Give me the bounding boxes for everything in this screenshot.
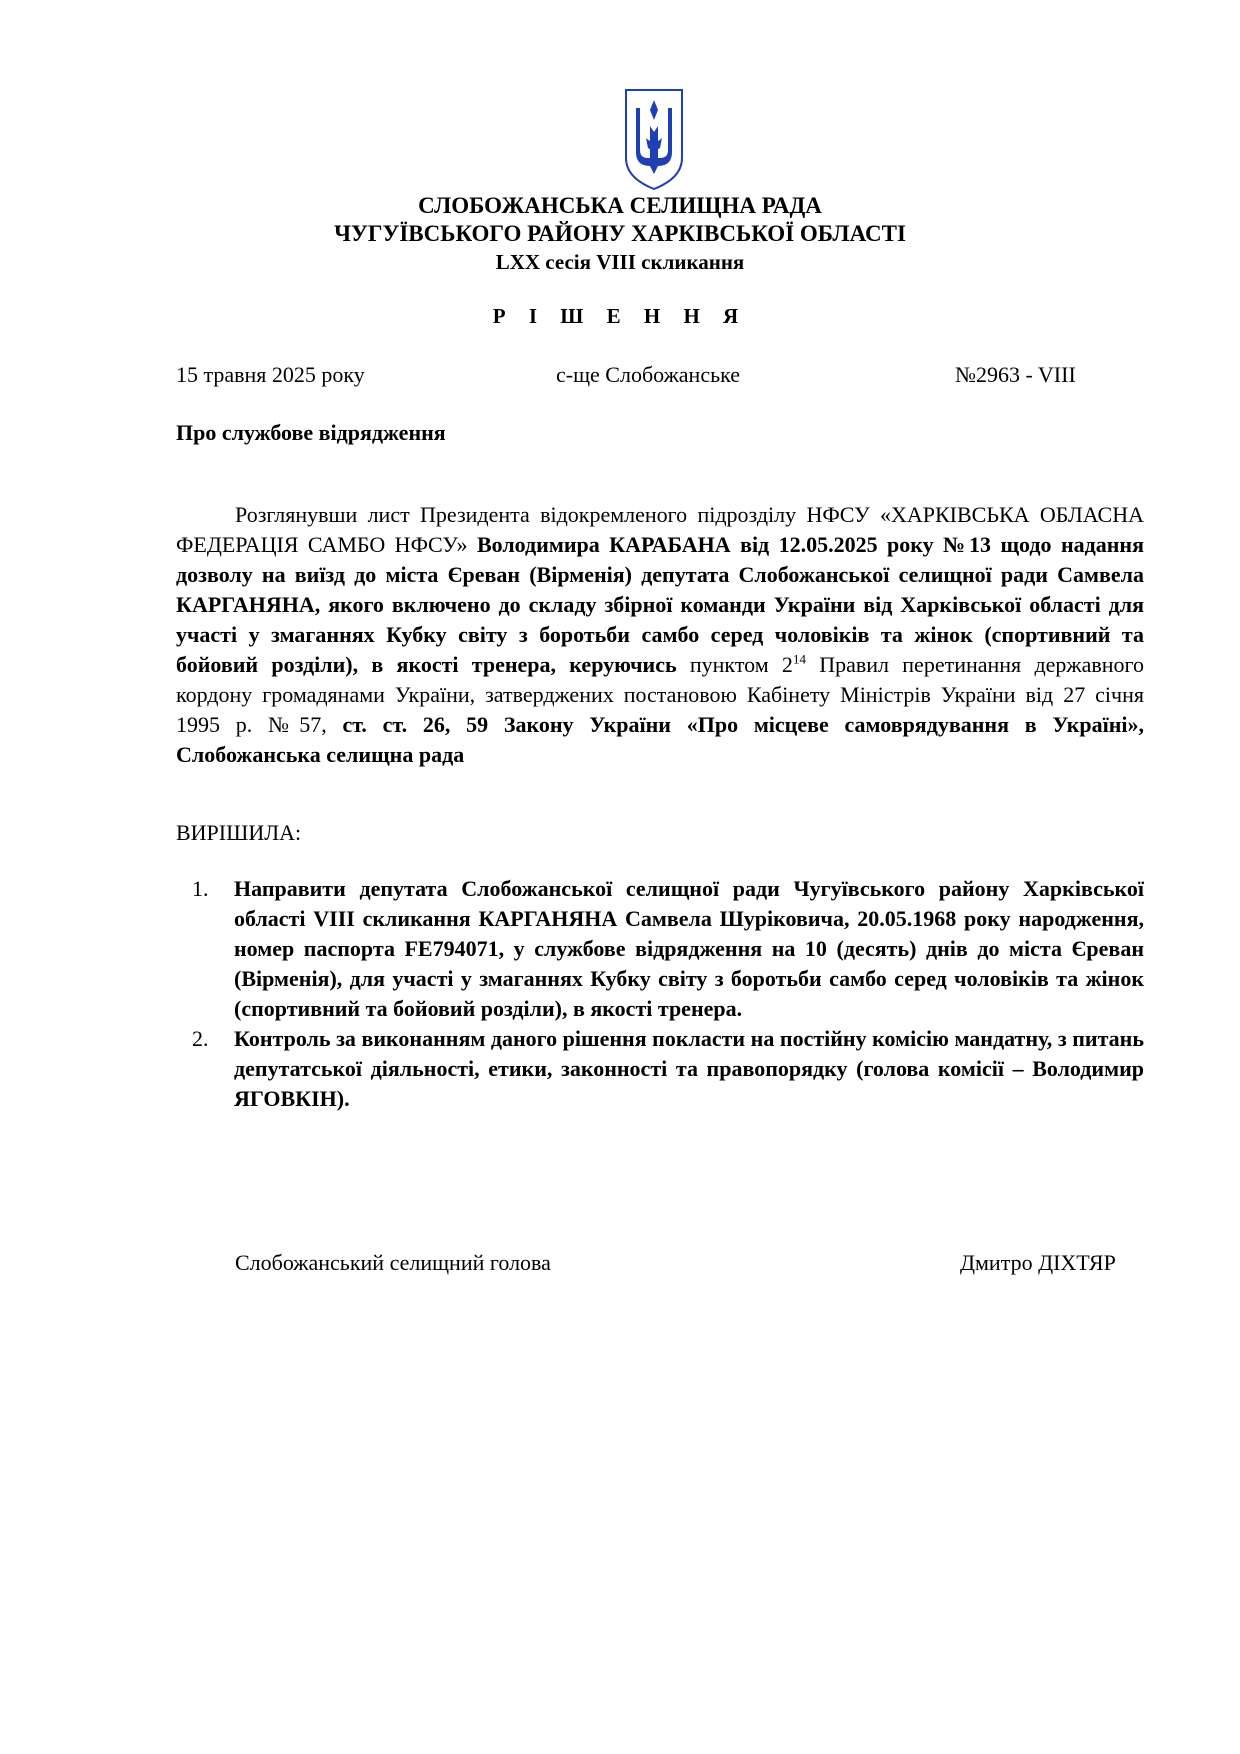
decision-subject: Про службове відрядження	[176, 420, 446, 445]
district-name: ЧУГУЇВСЬКОГО РАЙОНУ ХАРКІВСЬКОЇ ОБЛАСТІ	[334, 221, 906, 246]
decision-list	[176, 874, 1144, 1114]
decision-place: с-ще Слобожанське	[556, 362, 741, 387]
ukraine-trident-icon	[622, 86, 686, 192]
signatory-name: Дмитро ДІХТЯР	[960, 1250, 1116, 1275]
preamble-part-1: Розглянувши лист Президента відокремленого підрозділу НФСУ «ХАРКІВСЬКА ОБЛАСНА ФЕДЕРАЦІЯ САМБО НФСУ»	[176, 502, 1144, 557]
preamble-superscript: 14	[792, 651, 806, 667]
session-line: LXX сесія VIII скликання	[495, 250, 745, 274]
preamble-part-4: Правил перетинання державного кордону громадянами України, затверджених постановою Кабінету Міністрів України від 27 січня 1995 р. №57,	[176, 652, 1145, 737]
resolved-label: ВИРІШИЛА:	[176, 820, 302, 845]
preamble-part-2: Володимира КАРАБАНА від 12.05.2025 року №13 щодо надання дозволу на виїзд до міста Єреван (Вірменія) депутата Слобожанської селищної ради Самвела КАРГАНЯНА, якого включено до складу збірної команди України від Харківської області для участі у змаганнях Кубку світу з боротьби самбо серед чоловіків та жінок (спортивний та бойовий розділи), в якості тренера, керуючись	[176, 532, 1145, 677]
decision-item-text: Контроль за виконанням даного рішення покласти на постійну комісію мандатну, з питань депутатської діяльності, етики, законності та правопорядку (голова комісії – Володимир ЯГОВКІН).	[234, 1026, 1144, 1111]
decision-item	[176, 874, 1144, 1024]
preamble-paragraph	[176, 500, 1144, 770]
decision-number: №2963 - VIII	[955, 362, 1076, 387]
preamble-part-5: ст. ст. 26, 59 Закону України «Про місцеве самоврядування в Україні», Слобожанська селищна рада	[176, 712, 1145, 767]
decision-item-number: 1.	[192, 876, 209, 901]
decision-item-text: Направити депутата Слобожанської селищної ради Чугуївського району Харківської області VIII скликання КАРГАНЯНА Самвела Шуріковича, 20.05.1968 року народження, номер паспорта FE794071, у службове відрядження на 10 (десять) днів до міста Єреван (Вірменія), для участі у змаганнях Кубку світу з боротьби самбо серед чоловіків та жінок (спортивний та бойовий розділи), в якості тренера.	[234, 876, 1144, 1021]
document-type-title: Р І Ш Е Н Н Я	[492, 304, 748, 328]
council-name: СЛОБОЖАНСЬКА СЕЛИЩНА РАДА	[418, 193, 822, 218]
decision-item-number: 2.	[192, 1026, 209, 1051]
preamble-part-3: пунктом 2	[676, 652, 793, 677]
signatory-role: Слобожанський селищний голова	[235, 1250, 551, 1275]
decision-date: 15 травня 2025 року	[176, 362, 365, 387]
decision-item	[176, 1024, 1144, 1114]
